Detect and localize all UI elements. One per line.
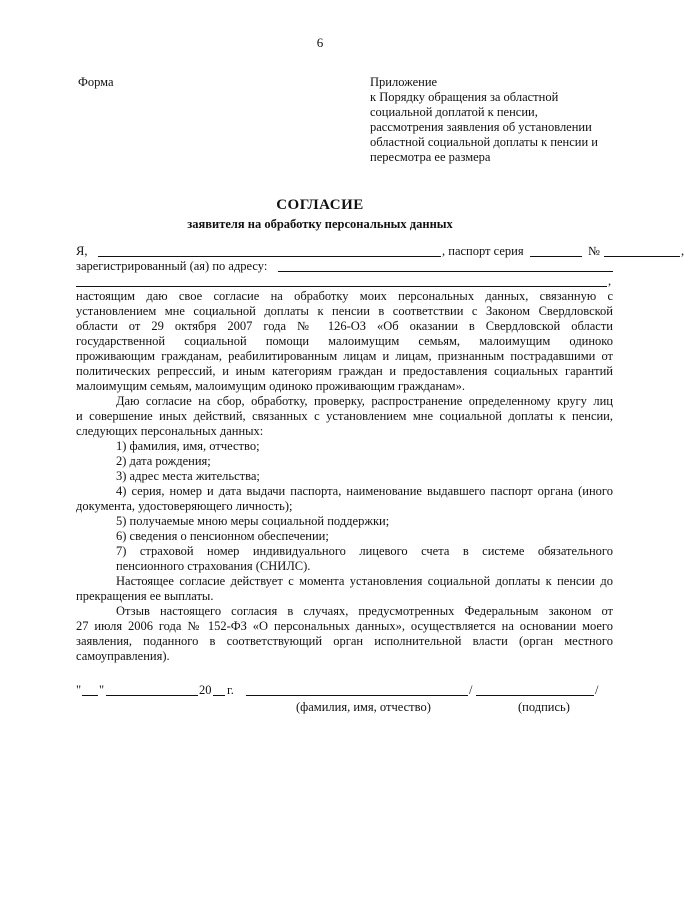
passport-series-field[interactable] — [530, 244, 582, 257]
passport-label: , паспорт серия — [442, 244, 524, 258]
appendix-line: пересмотра ее размера — [370, 150, 491, 164]
applicant-prefix: Я, — [76, 244, 88, 258]
address-continuation-line — [76, 274, 613, 289]
paragraph-line: малоимущим семьям, малоимущим одиноко проживающим гражданам». — [76, 379, 465, 393]
paragraph-line: настоящим даю свое согласие на обработку моих персональных данных, связанную с — [76, 289, 613, 303]
appendix-block — [370, 75, 610, 165]
list-item: 5) получаемые мною меры социальной поддержки; — [116, 514, 390, 528]
paragraph-line: Даю согласие на сбор, обработку, проверку, распространение определенному кругу лиц — [116, 394, 613, 408]
appendix-line: к Порядку обращения за областной — [370, 90, 559, 104]
signature-row — [76, 683, 613, 698]
applicant-line — [76, 244, 684, 259]
month-field[interactable] — [106, 683, 198, 696]
form-label: Форма — [78, 75, 114, 89]
list-item: 1) фамилия, имя, отчество; — [116, 439, 260, 453]
year-field[interactable] — [213, 683, 225, 696]
address-line — [76, 259, 613, 274]
address-continuation-field[interactable] — [76, 274, 607, 287]
list-item: 4) серия, номер и дата выдачи паспорта, наименование выдавшего паспорт органа (иного — [116, 484, 613, 498]
day-field[interactable] — [82, 683, 98, 696]
appendix-line: Приложение — [370, 75, 438, 89]
appendix-line: областной социальной доплаты к пенсии и — [370, 135, 598, 149]
paragraph-line: установлением мне социальной доплаты к пенсии в соответствии с Законом Свердловской — [76, 304, 613, 318]
consent-paragraph-2 — [76, 394, 613, 439]
paragraph-line: следующих персональных данных: — [76, 424, 264, 438]
address-field[interactable] — [278, 259, 613, 272]
signature-caption: (подпись) — [518, 700, 570, 714]
paragraph-line: самоуправления). — [76, 649, 170, 663]
document-title: СОГЛАСИЕ — [276, 197, 364, 213]
quote-close: " — [99, 683, 105, 697]
appendix-line: рассмотрения заявления об установлении — [370, 120, 592, 134]
passport-number-field[interactable] — [604, 244, 680, 257]
applicant-line-comma: , — [681, 244, 684, 258]
signer-name-caption: (фамилия, имя, отчество) — [296, 700, 431, 714]
address-label: зарегистрированный (ая) по адресу: — [76, 259, 268, 273]
slash-separator: / — [469, 683, 473, 697]
personal-data-list — [76, 439, 613, 574]
paragraph-line: области от 29 октября 2007 года № 126-ОЗ «Об оказании в Свердловской области — [76, 319, 613, 333]
paragraph-line: политических репрессий, и иным категориям граждан и предоставления социальных гарантий — [76, 364, 613, 378]
list-item: 2) дата рождения; — [116, 454, 211, 468]
page-number: 6 — [316, 35, 324, 50]
consent-paragraph-1 — [76, 289, 613, 394]
paragraph-line: и совершение иных действий, связанных с установлением мне социальной доплаты к пенсии, — [76, 409, 613, 423]
slash-separator: / — [595, 683, 599, 697]
list-item: 6) сведения о пенсионном обеспечении; — [116, 529, 329, 543]
document-subtitle: заявителя на обработку персональных данных — [187, 217, 453, 231]
signature-field[interactable] — [476, 683, 594, 696]
year-prefix: 20 — [199, 683, 212, 697]
year-suffix: г. — [227, 683, 234, 697]
list-item: 7) страховой номер индивидуального лицевого счета в системе обязательного — [116, 544, 613, 558]
list-item-continuation: пенсионного страхования (СНИЛС). — [116, 559, 311, 573]
paragraph-line: Отзыв настоящего согласия в случаях, предусмотренных Федеральным законом от — [116, 604, 613, 618]
address-line-comma: , — [608, 274, 612, 288]
document-body — [76, 244, 684, 664]
paragraph-line: Настоящее согласие действует с момента установления социальной доплаты к пенсии до — [116, 574, 613, 588]
consent-revocation-paragraph — [76, 604, 613, 664]
paragraph-line: государственной социальной помощи малоимущим семьям, малоимущим одиноко — [76, 334, 613, 348]
list-item: 3) адрес места жительства; — [116, 469, 260, 483]
paragraph-line: проживающим гражданам, реабилитированным лицам и лицам, признанным пострадавшими от — [76, 349, 613, 363]
paragraph-line: заявления, поданного в соответствующий орган исполнительной власти (орган местного — [76, 634, 613, 648]
list-item-continuation: документа, удостоверяющего личность); — [76, 499, 293, 513]
signer-name-field[interactable] — [246, 683, 468, 696]
paragraph-line: прекращения ее выплаты. — [76, 589, 214, 603]
paragraph-line: 27 июля 2006 года № 152-ФЗ «О персональных данных», осуществляется на основании моего — [76, 619, 613, 633]
number-sign: № — [588, 244, 600, 258]
consent-validity-paragraph — [76, 574, 613, 604]
full-name-field[interactable] — [98, 244, 441, 257]
appendix-line: социальной доплатой к пенсии, — [370, 105, 538, 119]
quote-open: " — [76, 683, 82, 697]
